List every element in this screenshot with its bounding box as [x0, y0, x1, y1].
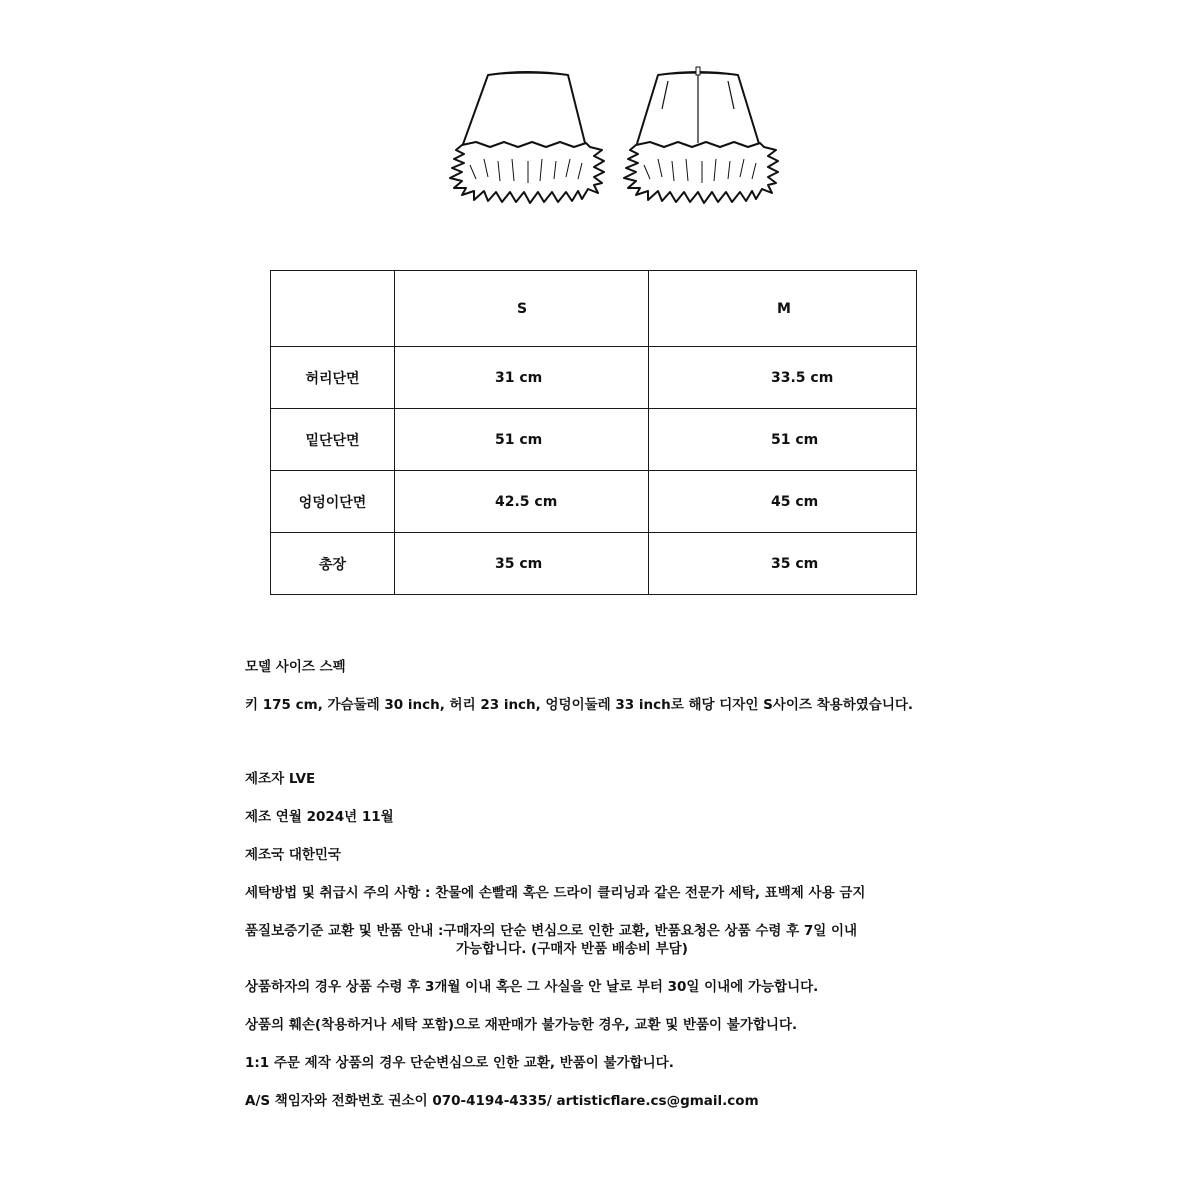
custom-order-policy-text: 1:1 주문 제작 상품의 경우 단순변심으로 인한 교환, 반품이 불가합니다.: [245, 1055, 674, 1071]
damage-policy-text: 상품의 훼손(착용하거나 세탁 포함)으로 재판매가 불가능한 경우, 교환 및 반품이 불가합니다.: [245, 1017, 798, 1033]
waist-m-value: 33.5 cm: [649, 347, 917, 409]
hem-m-value: 51 cm: [649, 409, 917, 471]
quality-guarantee-text-cont: 가능합니다. (구매자 반품 배송비 부담): [456, 941, 688, 957]
size-table-corner-cell: [271, 271, 395, 347]
skirt-flat-sketches: [440, 55, 780, 215]
row-label-waist: 허리단면: [271, 347, 395, 409]
quality-guarantee-text: 품질보증기준 교환 및 반품 안내 :구매자의 단순 변심으로 인한 교환, 반품요청은 상품 수령 후 7일 이내: [245, 923, 858, 939]
skirt-back-sketch: [624, 67, 778, 203]
manufacturer-text: 제조자 LVE: [245, 771, 316, 787]
length-m-value: 35 cm: [649, 533, 917, 595]
product-info-section: [245, 658, 965, 1110]
size-header-m: M: [649, 271, 917, 347]
hem-s-value: 51 cm: [395, 409, 649, 471]
defect-policy-text: 상품하자의 경우 상품 수령 후 3개월 이내 혹은 그 사실을 안 날로 부터 30일 이내에 가능합니다.: [245, 979, 819, 995]
table-row: [271, 409, 917, 471]
table-row: [271, 471, 917, 533]
country-of-origin-text: 제조국 대한민국: [245, 847, 341, 863]
hip-m-value: 45 cm: [649, 471, 917, 533]
care-instructions-text: 세탁방법 및 취급시 주의 사항 : 찬물에 손빨래 혹은 드라이 클리닝과 같은 전문가 세탁, 표백제 사용 금지: [245, 885, 866, 901]
waist-s-value: 31 cm: [395, 347, 649, 409]
length-s-value: 35 cm: [395, 533, 649, 595]
as-contact-text: A/S 책임자와 전화번호 권소이 070-4194-4335/ artisticflare.cs@gmail.com: [245, 1093, 759, 1109]
size-header-s: S: [395, 271, 649, 347]
row-label-hem: 밑단단면: [271, 409, 395, 471]
manufacture-date-text: 제조 연월 2024년 11월: [245, 809, 394, 825]
skirt-sketch-illustration: [440, 55, 780, 215]
table-row: [271, 533, 917, 595]
row-label-length: 총장: [271, 533, 395, 595]
hip-s-value: 42.5 cm: [395, 471, 649, 533]
size-table-header-row: [271, 271, 917, 347]
model-spec-title: 모델 사이즈 스펙: [245, 659, 346, 675]
size-table: [270, 270, 917, 595]
row-label-hip: 엉덩이단면: [271, 471, 395, 533]
model-spec-text: 키 175 cm, 가슴둘레 30 inch, 허리 23 inch, 엉덩이둘레 33 inch로 해당 디자인 S사이즈 착용하였습니다.: [245, 697, 914, 713]
skirt-front-sketch: [450, 72, 604, 203]
table-row: [271, 347, 917, 409]
